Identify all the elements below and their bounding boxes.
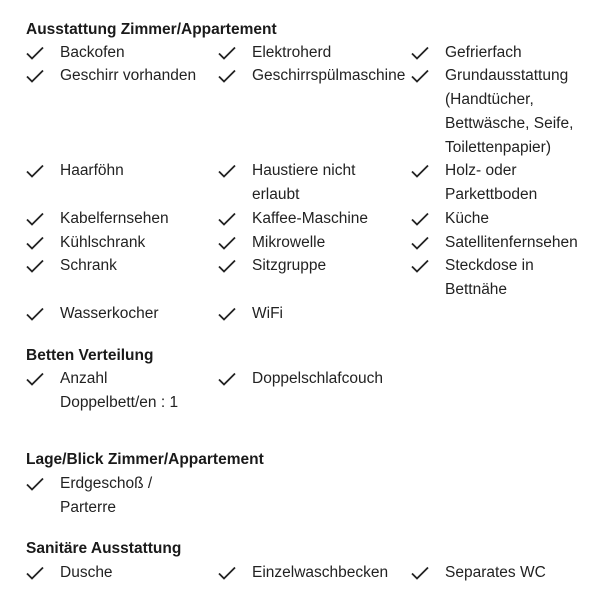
checkmark-icon	[411, 69, 429, 83]
amenity-item: Grundausstattung (Handtücher, Bettwäsche, Seife, Toilettenpapier)	[411, 64, 591, 160]
sanitary-item: Separates WC	[411, 561, 596, 585]
amenity-item: Geschirr vorhanden	[26, 64, 216, 88]
sanitary-item: Einzelwaschbecken	[218, 561, 410, 585]
section-heading-lage: Lage/Blick Zimmer/Appartement	[26, 451, 264, 468]
checkmark-icon	[218, 46, 236, 60]
checkmark-icon	[411, 236, 429, 250]
location-item: Erdgeschoß / Parterre	[26, 472, 176, 520]
section-heading-betten: Betten Verteilung	[26, 347, 154, 364]
checkmark-icon	[218, 307, 236, 321]
amenity-item: Kaffee-Maschine	[218, 207, 410, 231]
amenity-item: Küche	[411, 207, 596, 231]
checkmark-icon	[218, 566, 236, 580]
amenity-item: Wasserkocher	[26, 302, 216, 326]
checkmark-icon	[26, 69, 44, 83]
amenity-item: Gefrierfach	[411, 41, 596, 65]
checkmark-icon	[218, 164, 236, 178]
checkmark-icon	[26, 212, 44, 226]
checkmark-icon	[411, 212, 429, 226]
amenity-item: Schrank	[26, 254, 216, 278]
bed-item: Anzahl Doppelbett/en : 1	[26, 367, 216, 415]
amenity-item: Geschirrspülmaschine	[218, 64, 414, 88]
amenity-item: Elektroherd	[218, 41, 410, 65]
amenity-item: Sitzgruppe	[218, 254, 410, 278]
section-heading-sanitaer: Sanitäre Ausstattung	[26, 540, 182, 557]
amenity-item: Steckdose in Bettnähe	[411, 254, 571, 302]
checkmark-icon	[411, 46, 429, 60]
checkmark-icon	[218, 259, 236, 273]
checkmark-icon	[218, 236, 236, 250]
amenity-item: WiFi	[218, 302, 410, 326]
checkmark-icon	[26, 372, 44, 386]
amenity-item: Kabelfernsehen	[26, 207, 216, 231]
checkmark-icon	[218, 212, 236, 226]
amenity-item: Satellitenfernsehen	[411, 231, 601, 255]
checkmark-icon	[411, 164, 429, 178]
checkmark-icon	[26, 307, 44, 321]
checkmark-icon	[26, 46, 44, 60]
amenity-item: Kühlschrank	[26, 231, 216, 255]
sanitary-item: Dusche	[26, 561, 216, 585]
checkmark-icon	[411, 259, 429, 273]
checkmark-icon	[26, 236, 44, 250]
bed-item: Doppelschlafcouch	[218, 367, 410, 391]
checkmark-icon	[26, 259, 44, 273]
checkmark-icon	[26, 164, 44, 178]
amenity-item: Backofen	[26, 41, 216, 65]
checkmark-icon	[26, 477, 44, 491]
checkmark-icon	[218, 69, 236, 83]
section-heading-ausstattung: Ausstattung Zimmer/Appartement	[26, 21, 277, 38]
amenity-item: Holz- oder Parkettboden	[411, 159, 571, 207]
checkmark-icon	[218, 372, 236, 386]
amenity-item: Haustiere nicht erlaubt	[218, 159, 378, 207]
checkmark-icon	[26, 566, 44, 580]
checkmark-icon	[411, 566, 429, 580]
amenity-item: Mikrowelle	[218, 231, 410, 255]
amenity-item: Haarföhn	[26, 159, 216, 183]
